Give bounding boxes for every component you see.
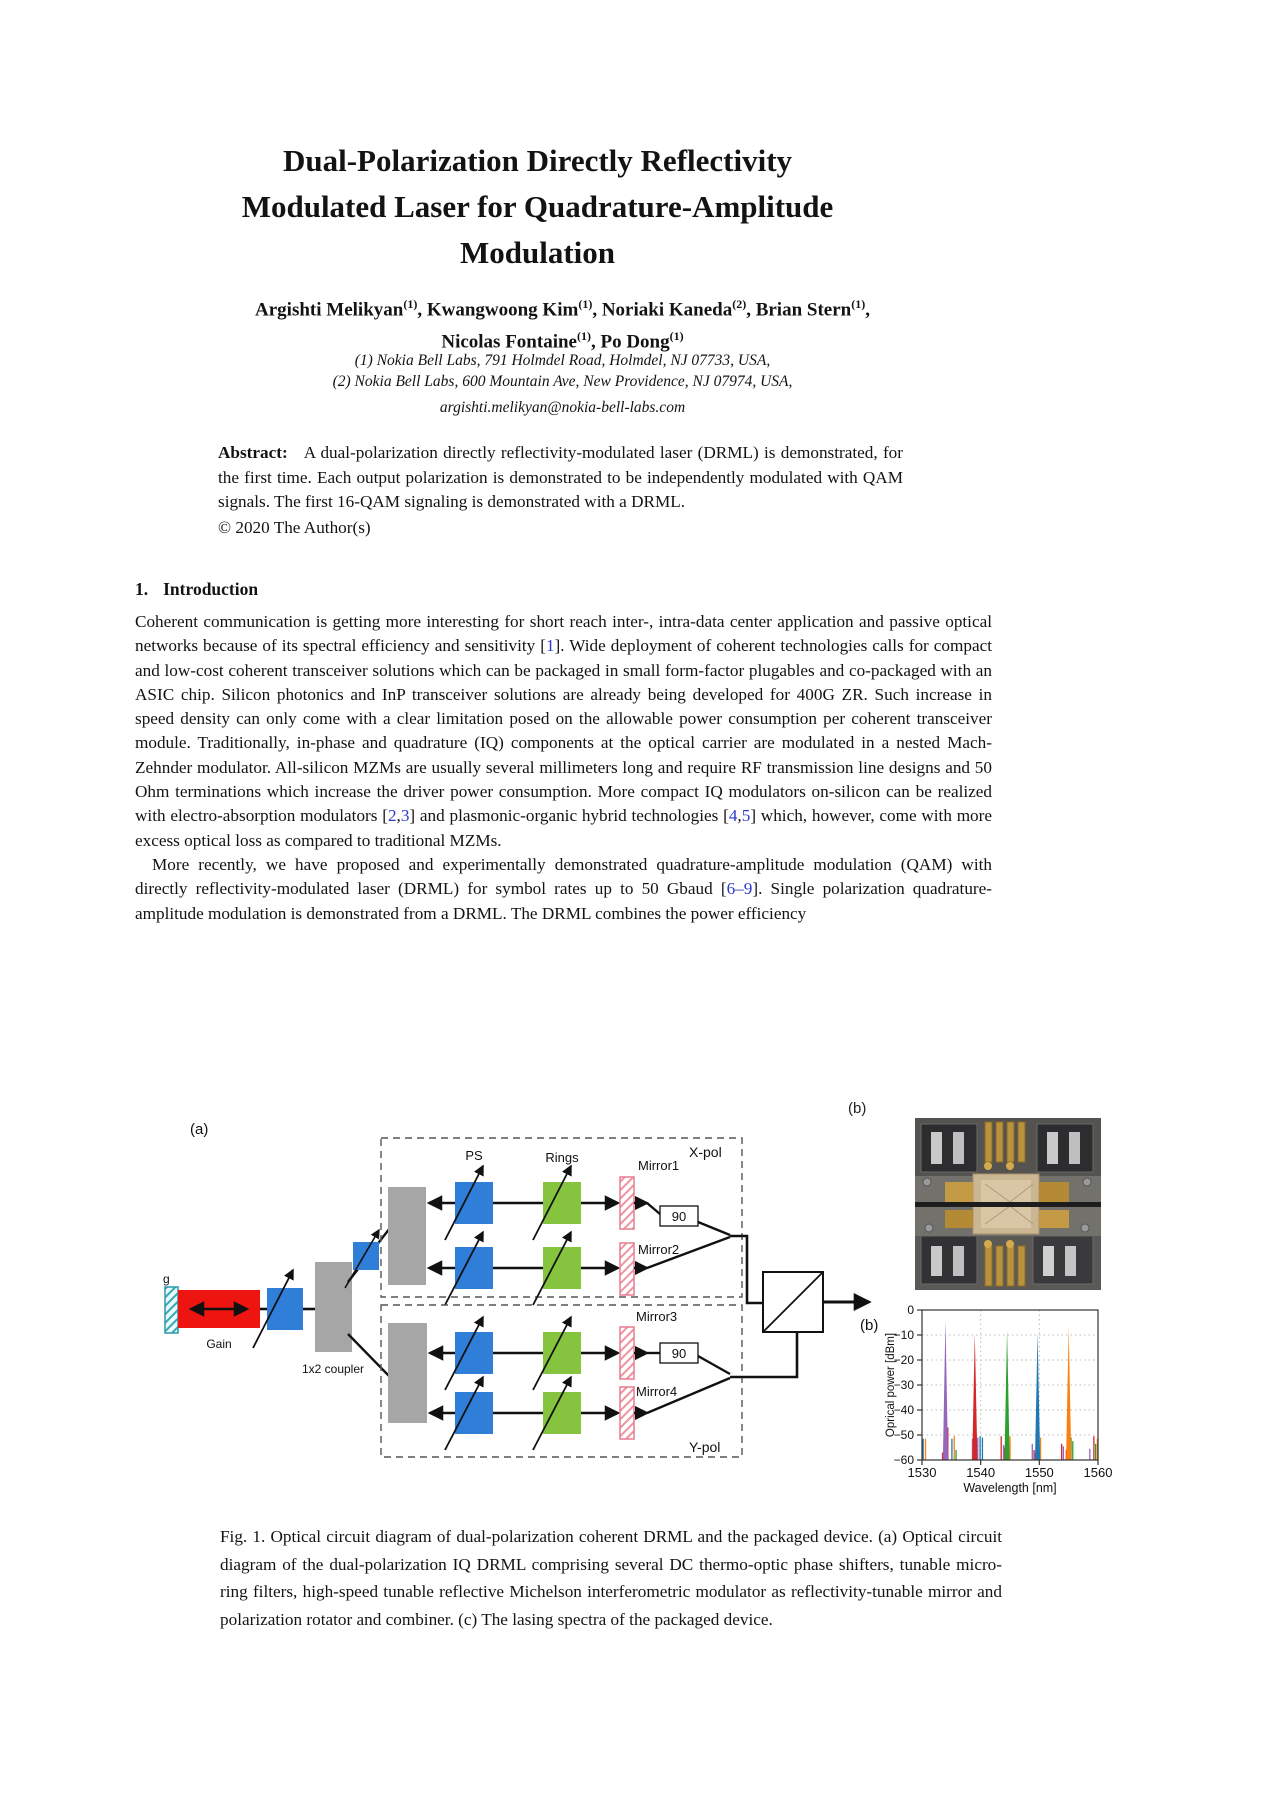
abstract-label: Abstract: xyxy=(218,443,288,462)
ypol-output-route xyxy=(730,1332,797,1377)
ps-label: PS xyxy=(465,1148,483,1163)
polarization-combiner xyxy=(763,1272,823,1332)
title-line-2: Modulated Laser for Quadrature-Amplitude xyxy=(241,189,834,224)
y-tick-label: −40 xyxy=(893,1403,914,1417)
citation-link[interactable]: 3 xyxy=(400,806,410,826)
package-photo xyxy=(915,1118,1101,1290)
panel-b-photo-label: (b) xyxy=(848,1100,867,1117)
mirror-2 xyxy=(620,1243,634,1295)
author-line-1: Argishti Melikyan$^{(1)}$, Kwangwoong Kim$^{(1)}$, Noriaki Kaneda$^{(2)}$, Brian Stern$^{(1)}$, xyxy=(255,297,870,321)
spectrum-laser-peak xyxy=(1004,1330,1009,1460)
ninety-label-x: 90 xyxy=(671,1209,687,1224)
section-heading-introduction xyxy=(135,579,258,600)
ring-filter xyxy=(543,1247,581,1289)
xpol-label: X-pol xyxy=(689,1144,722,1160)
mirror-3 xyxy=(620,1327,634,1379)
section-title: Introduction xyxy=(163,579,259,599)
paragraph-2: More recently, we have proposed and experimentally demonstrated quadrature-amplitude modulation (QAM) with directly reflectivity-modulated laser (DRML) for symbol rates up to 50 Gbaud [6–9]. Single polarization quadrature-amplitude modulation is demonstrated from a DRML. The DRML combines the power efficiency xyxy=(135,854,992,923)
citation-link[interactable]: 2 xyxy=(387,806,397,826)
mirror-1 xyxy=(620,1177,634,1229)
paragraph-1: Coherent communication is getting more interesting for short reach inter-, intra-data center application and passive optical networks because of its spectral efficiency and sensitivity [1]. Wide deployment of coherent technologies calls for compact and low-cost coherent transceiver solutions which can be packaged in small form-factor plugables and co-packaged with an ASIC chip. Silicon photonics and InP transceiver solutions are already being developed for 400G ZR. Such increase in speed density can only come with a clear limitation posed on the allowable power consumption per coherent transceiver module. Traditionally, in-phase and quadrature (IQ) components at the optical carrier are modulated in a nested Mach-Zehnder modulator. All-silicon MZMs are usually several millimeters long and require RF transmission line designs and 50 Ohm terminations which increase the driver power consumption. More compact IQ modulators on-silicon can be realized with electro-absorption modulators [2,3] and plasmonic-organic hybrid technologies [4,5] which, however, come with more excess optical loss as compared to traditional MZMs. xyxy=(135,612,993,850)
coupler-label: 1x2 coupler xyxy=(301,1362,365,1376)
affiliation-1: (1) Nokia Bell Labs, 791 Holmdel Road, Holmdel, NJ 07733, USA, xyxy=(354,352,771,369)
gain-label: Gain xyxy=(206,1337,232,1351)
spectrum-laser-peak xyxy=(943,1320,948,1460)
affiliation-2: (2) Nokia Bell Labs, 600 Mountain Ave, New Providence, NJ 07974, USA, xyxy=(332,373,793,390)
chart-data-series xyxy=(923,1320,1097,1460)
phase-shifter xyxy=(455,1247,493,1289)
rings-label: Rings xyxy=(545,1150,579,1165)
xpol-coupler xyxy=(388,1187,426,1285)
phase-shifter-small xyxy=(353,1242,379,1270)
page-title xyxy=(75,138,1000,276)
ninety-label-y: 90 xyxy=(671,1346,687,1361)
mirror1-label: Mirror1 xyxy=(638,1158,680,1173)
ypol-coupler xyxy=(388,1323,427,1423)
y-tick-label: −30 xyxy=(893,1378,914,1392)
author-email[interactable]: argishti.melikyan@nokia-bell-labs.com xyxy=(439,399,686,416)
citation-link[interactable]: 4 xyxy=(728,806,738,826)
y-tick-label: −10 xyxy=(893,1328,914,1342)
x-axis-label: Wavelength [nm] xyxy=(963,1481,1057,1495)
section-number: 1. xyxy=(135,579,149,599)
y-tick-label: −60 xyxy=(893,1453,914,1467)
abstract-body: A dual-polarization directly reflectivity-modulated laser (DRML) is demonstrated, for the first time. Each output polarization is demonstrated to be independently modulated with QAM signals. The first 16-QAM signaling is demonstrated with a DRML. xyxy=(218,443,903,512)
mirror-4 xyxy=(620,1387,634,1439)
abstract xyxy=(218,441,903,540)
author-line-2: Nicolas Fontaine$^{(1)}$, Po Dong$^{(1)}$ xyxy=(441,329,684,353)
grating-label: g xyxy=(163,1272,170,1286)
copyright-line: © 2020 The Author(s) xyxy=(218,517,371,537)
y-tick-label: −50 xyxy=(893,1428,914,1442)
y-tick-label: 0 xyxy=(907,1303,914,1317)
y-tick-label: −20 xyxy=(893,1353,914,1367)
mirror4-label: Mirror4 xyxy=(636,1384,678,1399)
x-tick-label: 1560 xyxy=(1083,1465,1113,1480)
spectrum-laser-peak xyxy=(972,1334,977,1460)
x-tick-label: 1530 xyxy=(907,1465,937,1480)
x-tick-label: 1550 xyxy=(1024,1465,1054,1480)
phase-shifter xyxy=(455,1332,493,1374)
introduction-text xyxy=(135,610,992,926)
ring-filter xyxy=(543,1392,581,1434)
phase-shifter xyxy=(455,1182,493,1224)
figure-caption: Fig. 1. Optical circuit diagram of dual-polarization coherent DRML and the packaged device. (a) Optical circuit diagram of the dual-polarization IQ DRML comprising several DC thermo-optic phase shifters, tunable micro-ring filters, high-speed tunable reflective Michelson interferometric modulator as reflectivity-tunable mirror and polarization rotator and combiner. (c) The lasing spectra of the packaged device. xyxy=(220,1527,1002,1629)
spectrum-laser-peak xyxy=(1066,1328,1071,1461)
x-tick-label: 1540 xyxy=(966,1465,996,1480)
panel-b-spectra-label: (b) xyxy=(860,1317,879,1334)
lasing-spectra-chart xyxy=(852,1296,1167,1496)
panel-a-label: (a) xyxy=(190,1121,209,1138)
back-mirror xyxy=(165,1287,178,1333)
mirror3-label: Mirror3 xyxy=(636,1309,678,1324)
xpol-output-route xyxy=(730,1236,763,1303)
phase-shifter xyxy=(455,1392,493,1434)
ring-filter xyxy=(543,1182,581,1224)
citation-link[interactable]: 1 xyxy=(545,636,555,656)
abstract-text xyxy=(218,441,903,515)
affiliations xyxy=(135,350,990,418)
mirror2-label: Mirror2 xyxy=(638,1242,680,1257)
author-list xyxy=(135,291,990,356)
ypol-box xyxy=(381,1305,742,1457)
ring-filter xyxy=(543,1332,581,1374)
circuit-diagram xyxy=(133,1082,878,1502)
coupler-1x2 xyxy=(315,1262,352,1352)
citation-link[interactable]: 5 xyxy=(741,806,751,826)
title-line-3: Modulation xyxy=(459,235,616,270)
ypol-label: Y-pol xyxy=(689,1439,721,1455)
y-axis-label: Oprical power [dBm] xyxy=(885,1332,897,1438)
title-line-1: Dual-Polarization Directly Reflectivity xyxy=(282,143,793,178)
citation-link[interactable]: 6–9 xyxy=(726,879,753,899)
